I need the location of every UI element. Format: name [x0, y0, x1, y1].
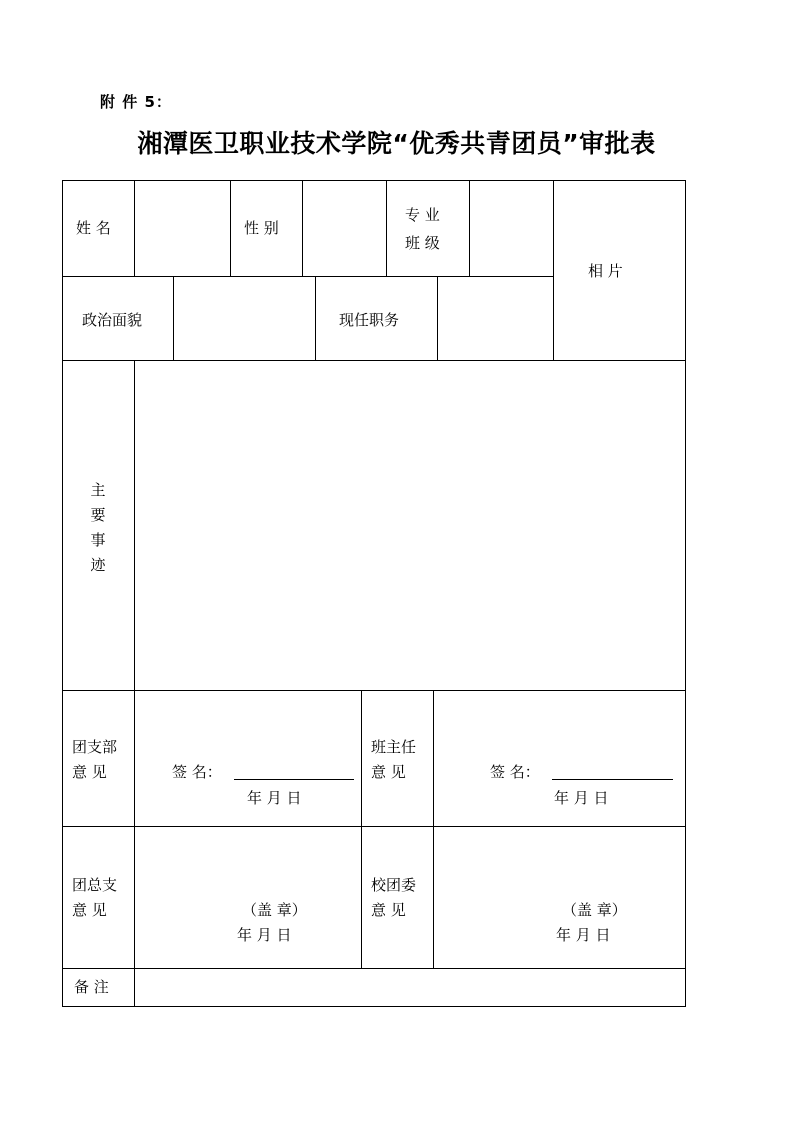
homeroom-teacher-label: 班主任 [371, 738, 417, 756]
youth-branch-label: 团支部 [72, 738, 118, 756]
name-field[interactable] [135, 181, 230, 276]
political-status-field[interactable] [174, 277, 315, 360]
school-league-committee-label: 校团委 [371, 876, 417, 894]
column-divider [433, 690, 434, 968]
major-label: 专 业 [405, 206, 440, 224]
form-title: 湘潭医卫职业技术学院“优秀共青团员”审批表 [137, 129, 656, 158]
attachment-label: 附 件 5： [100, 93, 172, 111]
column-divider [315, 276, 316, 360]
table-border-left [62, 180, 63, 1007]
class-label: 班 级 [405, 234, 440, 252]
political-status-label: 政治面貌 [82, 311, 143, 329]
gender-field[interactable] [303, 181, 386, 276]
youth-general-branch-date-label: 年 月 日 [237, 926, 292, 944]
remarks-field[interactable] [135, 969, 685, 1006]
homeroom-teacher-signature-line[interactable] [552, 779, 673, 780]
name-label: 姓 名 [76, 219, 111, 237]
approval-form-table [62, 180, 685, 1006]
school-league-committee-date-label: 年 月 日 [556, 926, 611, 944]
homeroom-teacher-signature-label: 签 名： [490, 763, 540, 781]
youth-general-branch-label: 团总支 [72, 876, 118, 894]
major-class-field[interactable] [470, 181, 553, 276]
youth-branch-date-label: 年 月 日 [247, 789, 302, 807]
column-divider [230, 180, 231, 276]
youth-branch-signature-line[interactable] [234, 779, 354, 780]
table-border-bottom [62, 1006, 685, 1007]
current-position-label: 现任职务 [339, 311, 400, 329]
homeroom-teacher-date-label: 年 月 日 [554, 789, 609, 807]
homeroom-teacher-opinion-label: 意 见 [371, 763, 406, 781]
main-deeds-label: 主要事迹 [90, 481, 106, 574]
current-position-field[interactable] [438, 277, 553, 360]
column-divider [361, 690, 362, 968]
youth-general-branch-opinion-label: 意 见 [72, 901, 107, 919]
row-divider [62, 690, 685, 691]
photo-field[interactable] [554, 181, 685, 360]
youth-branch-signature-label: 签 名： [172, 763, 222, 781]
remarks-label: 备 注 [74, 978, 109, 996]
row-divider [62, 826, 685, 827]
school-league-committee-opinion-label: 意 见 [371, 901, 406, 919]
photo-label: 相 片 [588, 262, 623, 280]
youth-general-branch-seal-label: （盖 章） [242, 901, 307, 919]
main-deeds-field[interactable] [135, 361, 685, 690]
column-divider [386, 180, 387, 276]
gender-label: 性 别 [244, 219, 279, 237]
youth-branch-opinion-label: 意 见 [72, 763, 107, 781]
table-border-right [685, 180, 686, 1007]
school-league-committee-seal-label: （盖 章） [562, 901, 627, 919]
